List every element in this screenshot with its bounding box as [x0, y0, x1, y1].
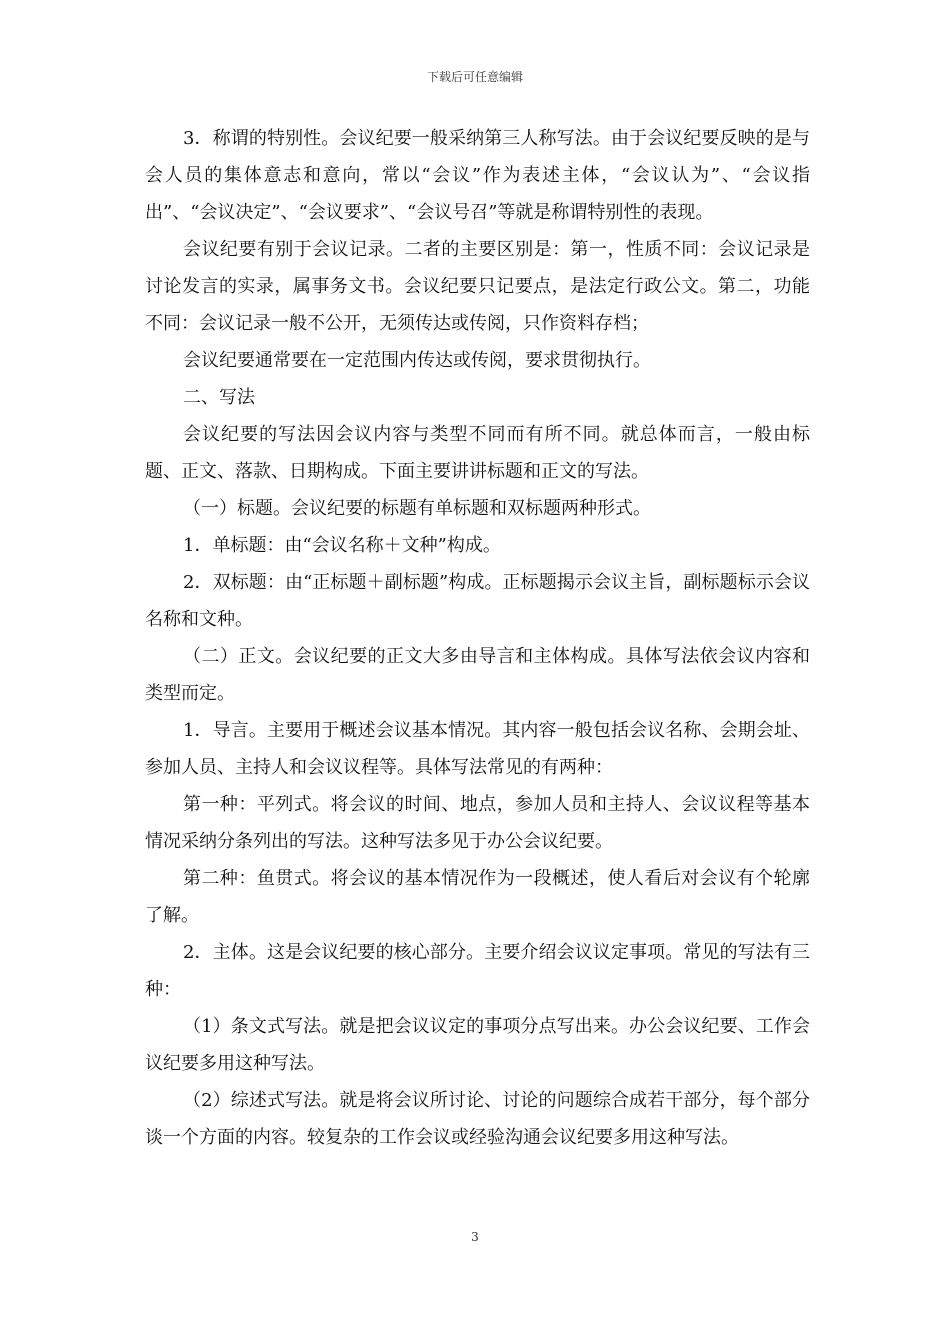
page-number: 3 — [471, 1230, 479, 1244]
paragraph: 会议纪要的写法因会议内容与类型不同而有所不同。就总体而言，一般由标题、正文、落款、日期构成。下面主要讲讲标题和正文的写法。 — [145, 424, 810, 482]
page-header-note: 下载后可任意编辑 — [426, 70, 523, 84]
paragraph: （一）标题。会议纪要的标题有单标题和双标题两种形式。 — [183, 498, 651, 519]
paragraph: 1．单标题：由“会议名称＋文种”构成。 — [183, 535, 501, 556]
paragraph: 会议纪要有别于会议记录。二者的主要区别是：第一，性质不同：会议记录是讨论发言的实录，属事务文书。会议纪要只记要点，是法定行政公文。第二，功能不同：会议记录一般不公开，无须传达或传阅，只作资料存档； — [145, 239, 810, 334]
paragraph: （二）正文。会议纪要的正文大多由导言和主体构成。具体写法依会议内容和类型而定。 — [145, 646, 810, 704]
paragraph: 3．称谓的特别性。会议纪要一般采纳第三人称写法。由于会议纪要反映的是与会人员的集体意志和意向，常以“会议”作为表述主体，“会议认为”、“会议指出”、“会议决定”、“会议要求”、“会议号召”等就是称谓特别性的表现。 — [145, 128, 810, 223]
paragraph: 2．主体。这是会议纪要的核心部分。主要介绍会议议定事项。常见的写法有三种： — [145, 942, 810, 1000]
paragraph: 第二种：鱼贯式。将会议的基本情况作为一段概述，使人看后对会议有个轮廓了解。 — [145, 868, 810, 926]
paragraph: 第一种：平列式。将会议的时间、地点，参加人员和主持人、会议议程等基本情况采纳分条列出的写法。这种写法多见于办公会议纪要。 — [145, 794, 810, 852]
paragraph: 会议纪要通常要在一定范围内传达或传阅，要求贯彻执行。 — [183, 350, 651, 371]
document-body — [145, 120, 810, 1156]
paragraph: 2．双标题：由“正标题＋副标题”构成。正标题揭示会议主旨，副标题标示会议名称和文种。 — [145, 572, 810, 630]
paragraph: 1．导言。主要用于概述会议基本情况。其内容一般包括会议名称、会期会址、参加人员、主持人和会议议程等。具体写法常见的有两种： — [145, 720, 810, 778]
paragraph: （2）综述式写法。就是将会议所讨论、讨论的问题综合成若干部分，每个部分谈一个方面的内容。较复杂的工作会议或经验沟通会议纪要多用这种写法。 — [145, 1090, 810, 1148]
paragraph: （1）条文式写法。就是把会议议定的事项分点写出来。办公会议纪要、工作会议纪要多用这种写法。 — [145, 1016, 810, 1074]
section-heading: 二、写法 — [183, 387, 255, 408]
